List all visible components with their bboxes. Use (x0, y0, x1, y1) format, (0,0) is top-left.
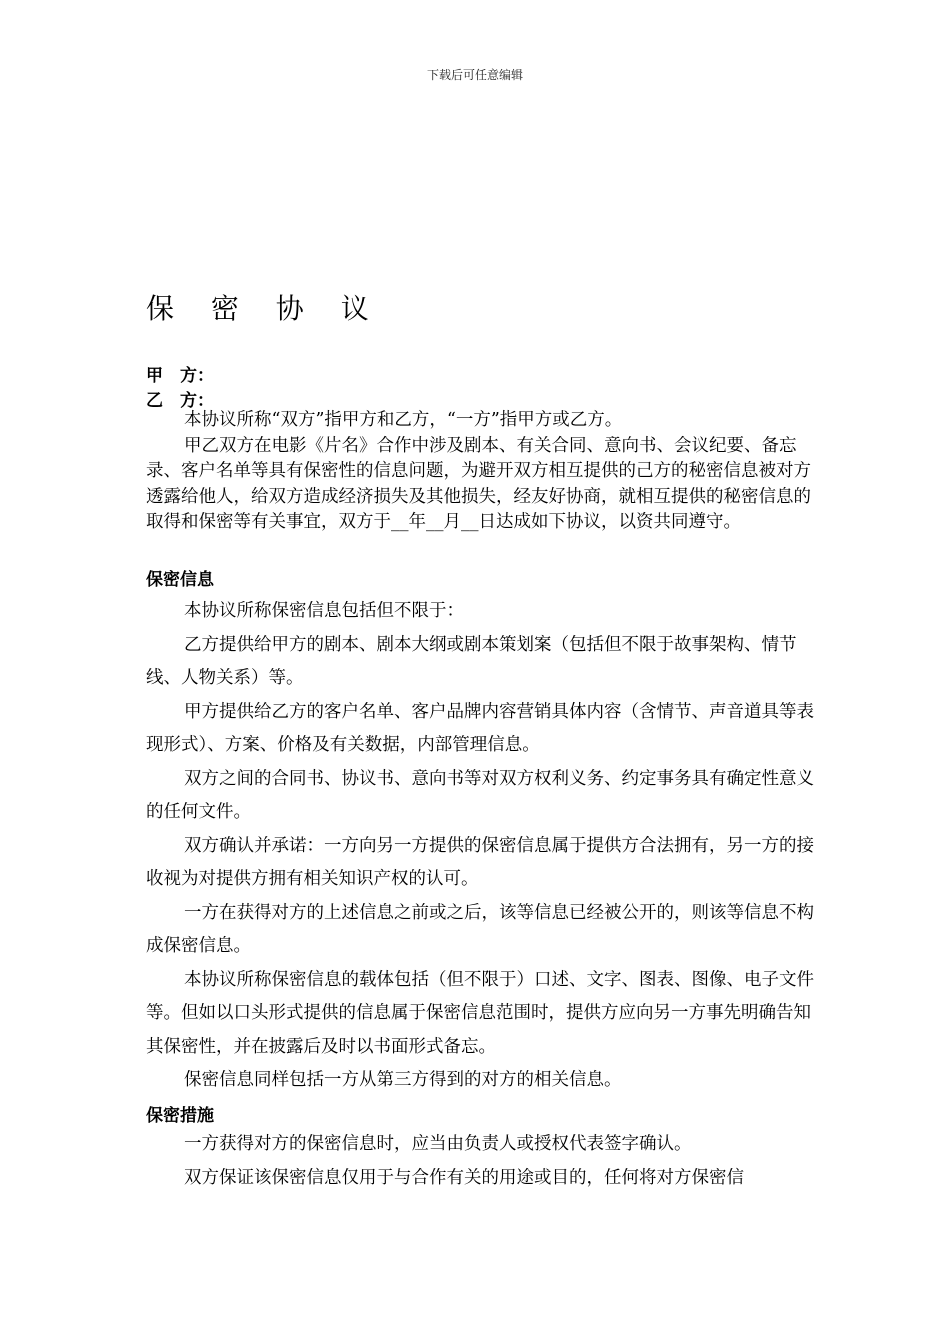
paragraph: 一方获得对方的保密信息时，应当由负责人或授权代表签字确认。 (184, 1134, 692, 1154)
paragraph: 本协议所称保密信息包括但不限于： (184, 601, 464, 621)
intro-section (146, 408, 826, 536)
section-confidential-measures (146, 1128, 826, 1195)
paragraph: 甲方提供给乙方的客户名单、客户品牌内容营销具体内容（含情节、声音道具等表现形式）、方案、价格及有关数据，内部管理信息。 (146, 701, 814, 755)
intro-paragraph-1: 本协议所称“双方”指甲方和乙方，“一方”指甲方或乙方。 (184, 410, 623, 430)
section-heading-confidential-measures: 保密措施 (146, 1106, 214, 1126)
paragraph: 乙方提供给甲方的剧本、剧本大纲或剧本策划案（包括但不限于故事架构、情节线、人物关系）等。 (146, 634, 797, 688)
document-title: 保 密 协 议 (146, 292, 383, 325)
paragraph: 双方之间的合同书、协议书、意向书等对双方权利义务、约定事务具有确定性意义的任何文件。 (146, 768, 814, 822)
paragraph: 双方保证该保密信息仅用于与合作有关的用途或目的，任何将对方保密信 (184, 1167, 744, 1188)
paragraph: 一方在获得对方的上述信息之前或之后，该等信息已经被公开的，则该等信息不构成保密信息。 (146, 902, 814, 956)
paragraph: 保密信息同样包括一方从第三方得到的对方的相关信息。 (184, 1070, 622, 1090)
section-heading-confidential-info: 保密信息 (146, 570, 214, 590)
paragraph: 本协议所称保密信息的载体包括（但不限于）口述、文字、图表、图像、电子文件等。但如以口头形式提供的信息属于保密信息范围时，提供方应向另一方事先明确告知其保密性，并在披露后及时以书面形式备忘。 (146, 969, 814, 1057)
intro-paragraph-2: 甲乙双方在电影《片名》合作中涉及剧本、有关合同、意向书、会议纪要、备忘录、客户名单等具有保密性的信息问题，为避开双方相互提供的己方的秘密信息被对方透露给他人，给双方造成经济损失及其他损失，经友好协商，就相互提供的秘密信息的取得和保密等有关事宜，双方于__年__月__日达成如下协议，以资共同遵守。 (146, 435, 811, 532)
party-b-label: 乙 方： (146, 391, 214, 411)
paragraph: 双方确认并承诺：一方向另一方提供的保密信息属于提供方合法拥有，另一方的接收视为对提供方拥有相关知识产权的认可。 (146, 835, 814, 889)
party-a-label: 甲 方： (146, 366, 214, 386)
header-note: 下载后可任意编辑 (426, 68, 523, 82)
section-confidential-info (146, 595, 826, 1098)
